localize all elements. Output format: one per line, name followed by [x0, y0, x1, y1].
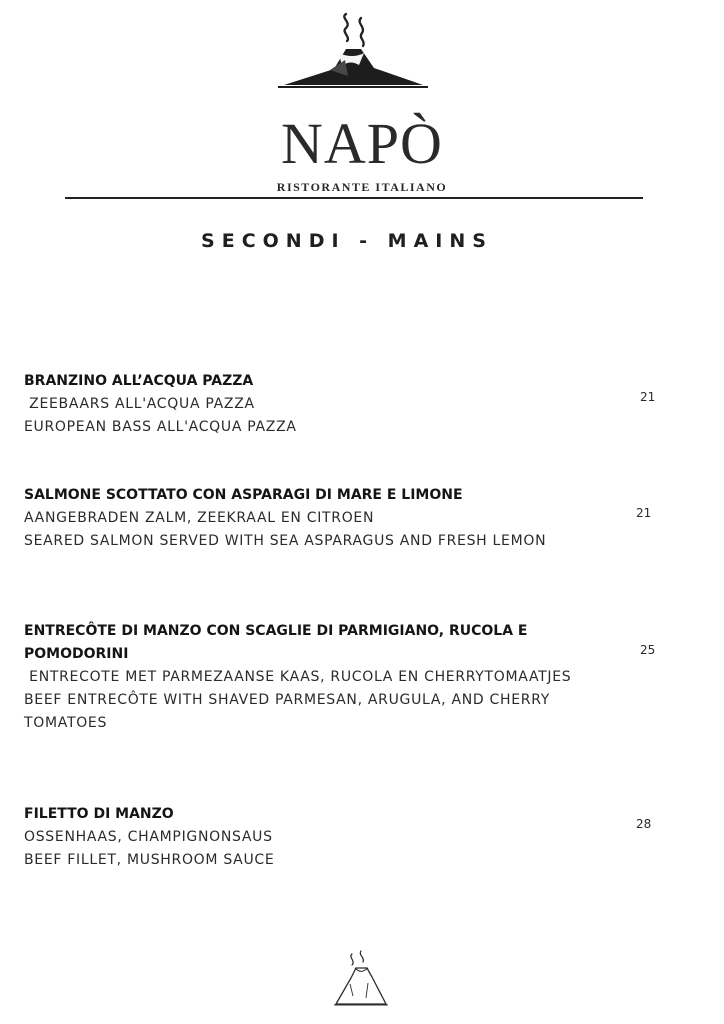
brand-name: NAPÒ	[281, 111, 443, 176]
menu-list	[24, 0, 700, 1024]
brand-subtitle: RISTORANTE ITALIANO	[276, 180, 448, 194]
menu-item-english-description: SEARED SALMON SERVED WITH SEA ASPARAGUS AND FRESH LEMON	[24, 533, 547, 549]
menu-item-english-description: BEEF ENTRECÔTE WITH SHAVED PARMESAN, ARUGULA, AND CHERRY TOMATOES	[24, 692, 556, 731]
menu-item-filetto	[24, 803, 700, 872]
menu-item-entrecote	[24, 620, 700, 735]
menu-item-branzino	[24, 370, 700, 439]
menu-item-salmone	[24, 484, 700, 553]
menu-item-price: 25	[640, 643, 656, 657]
menu-item-english-description: EUROPEAN BASS ALL'ACQUA PAZZA	[24, 419, 297, 435]
menu-item-price: 21	[640, 390, 656, 404]
volcano-outline-icon	[330, 948, 390, 1010]
menu-item-title: SALMONE SCOTTATO CON ASPARAGI DI MARE E LIMONE	[24, 487, 463, 503]
menu-item-title: FILETTO DI MANZO	[24, 806, 174, 822]
menu-item-price: 28	[636, 817, 652, 831]
menu-item-dutch-description: AANGEBRADEN ZALM, ZEEKRAAL EN CITROEN	[24, 510, 375, 526]
menu-item-dutch-description: ZEEBAARS ALL'ACQUA PAZZA	[24, 396, 255, 412]
menu-item-price: 21	[636, 506, 652, 520]
menu-item-title: ENTRECÔTE DI MANZO CON SCAGLIE DI PARMIGIANO, RUCOLA E POMODORINI	[24, 623, 528, 662]
menu-item-english-description: BEEF FILLET, MUSHROOM SAUCE	[24, 852, 275, 868]
menu-item-dutch-description: OSSENHAAS, CHAMPIGNONSAUS	[24, 829, 273, 845]
section-title: SECONDI - MAINS	[201, 230, 493, 252]
menu-item-dutch-description: ENTRECOTE MET PARMEZAANSE KAAS, RUCOLA EN CHERRYTOMAATJES	[24, 669, 572, 685]
menu-item-title: BRANZINO ALL’ACQUA PAZZA	[24, 373, 254, 389]
